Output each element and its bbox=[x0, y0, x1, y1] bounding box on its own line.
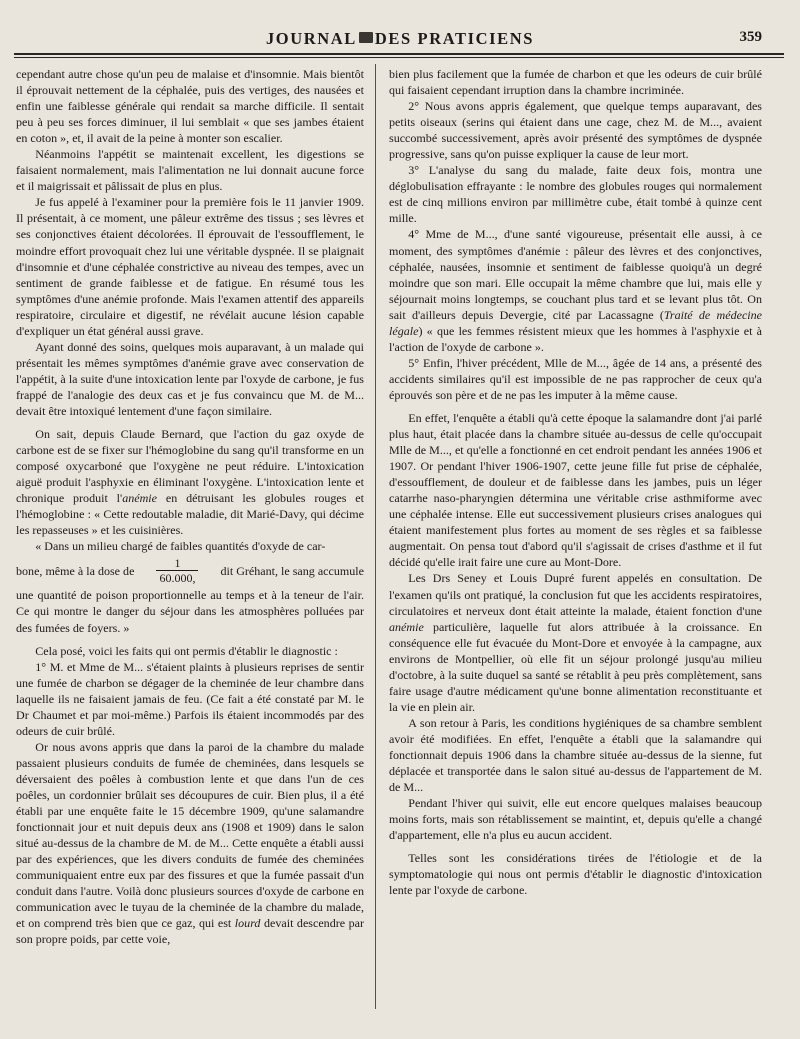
text-run: Les Drs Seney et Louis Dupré furent appelés en consultation. De l'examen qu'ils ont pratiqué, la conclusion fut que les accidents respiratoires, circulatoires et nerveux dont était atteinte la malade, étaient fonction d'une bbox=[389, 571, 762, 618]
italic-run: anémie bbox=[389, 619, 424, 634]
paragraph: Telles sont les considérations tirées de l'étiologie et de la symptomatologie qui nous ont permis d'établir le diagnostic d'intoxication lente par l'oxyde de carbone. bbox=[389, 851, 762, 898]
ornament-icon bbox=[359, 32, 373, 43]
left-column bbox=[16, 66, 364, 1019]
paragraph bbox=[16, 739, 364, 948]
text-run: particulière, laquelle fut alors attribuée à la croissance. En conséquence elle fut évacuée du Mont-Dore et envoyée à la campagne, aux environs de Montpellier, où elle fit un séjour prolongé jusqu'au milieu d'octobre, à la suite duquel sa santé se rétablit à peu près complètement, sans faire usage d'autre médicament qu'une bonne alimentation reconstituante et la vie en plein air. bbox=[389, 619, 762, 714]
paragraph: A son retour à Paris, les conditions hygiéniques de sa chambre semblent avoir été modifiées. En effet, l'enquête a établi que la salamandre qui fonctionnait depuis 1906 dans la chambre située au-dessus de la sienne, fut déplacée et transportée dans le salon situé au-dessus de l'appartement de M. de M... bbox=[389, 715, 762, 795]
formula-text-right: dit Gréhant, le sang accumule bbox=[220, 563, 364, 578]
paragraph: une quantité de poison proportionnelle au temps et à la teneur de l'air. Ce qui montre le danger du séjour dans les atmosphères polluées par des fumées de foyers. » bbox=[16, 588, 364, 635]
journal-title-right: DES PRATICIENS bbox=[374, 29, 535, 48]
paragraph: 2° Nous avons appris également, que quelque temps auparavant, des petits oiseaux (serins qui étaient dans une cage, chez M. de M..., avaient succombé successivement, après avoir présenté des symptômes de dyspnée progressive, sans qu'on puisse expliquer la cause de leur mort. bbox=[389, 99, 762, 162]
fraction-denominator: 60.000, bbox=[156, 570, 198, 585]
paragraph: Néanmoins l'appétit se maintenait excellent, les digestions se faisaient normalement, mais l'alimentation ne lui donnait aucune force et il maigrissait et pâlissait de plus en plus. bbox=[16, 147, 364, 194]
right-column bbox=[389, 66, 762, 1019]
paragraph: Pendant l'hiver qui suivit, elle eut encore quelques malaises beaucoup moins forts, mais son rétablissement se maintint, et, depuis qu'elle a changé d'appartement, elle n'a plus eu aucun accident. bbox=[389, 796, 762, 843]
italic-run: Traité de médecine légale bbox=[389, 307, 762, 338]
paragraph: 3° L'analyse du sang du malade, faite deux fois, montra une déglobulisation effrayante : le nombre des globules rouges qui normalement est de cinq millions environ par millimètre cube, était tombé à quinze cent mille. bbox=[389, 163, 762, 226]
paragraph: Cela posé, voici les faits qui ont permis d'établir le diagnostic : bbox=[35, 643, 338, 658]
paragraph: En effet, l'enquête a établi qu'à cette époque la salamandre dont j'ai parlé plus haut, était placée dans la chambre située au-dessus de celle qu'occupait Mlle de M..., et qu'elle a fonctionné en cet endroit pendant les années 1906 et 1907. Or pendant l'hiver 1906-1907, cette jeune fille fut prise de céphalée, d'essoufflement, de douleur et de faiblesse dans les jambes, puis un léger catarrhe naso-pharyngien détermina une véritable crise asthmiforme avec une céphalée intense. Elle eut successivement plusieurs crises analogues qui étaient manifestement plus fortes au moment de ses règles et sa faiblesse augmentait. On pensa tout d'abord qu'il s'agissait de crises d'asthme et il fut décidé qu'elle irait faire une cure au Mont-Dore. bbox=[389, 410, 762, 570]
paragraph: Ayant donné des soins, quelques mois auparavant, à un malade qui présentait les mêmes symptômes d'anémie grave avec conservation de l'appétit, à la suite d'une intoxication lente par l'oxyde de carbone, je fus frappé de l'analogie des deux cas et je fus convaincu que M. de M... devait être intoxiqué lentement d'une façon similaire. bbox=[16, 339, 364, 418]
text-run: en détruisant les globules rouges et l'hémoglobine : « Cette redoutable maladie, dit Marié-Davy, qui décime les repasseuses » et les cuisinières. bbox=[16, 491, 364, 538]
fraction bbox=[156, 556, 198, 585]
paragraph bbox=[16, 426, 364, 538]
text-run: devait descendre par son propre poids, par cette voie, bbox=[16, 916, 364, 947]
journal-title-left: JOURNAL bbox=[265, 29, 357, 48]
paragraph: cependant autre chose qu'un peu de malaise et d'insomnie. Mais bientôt il éprouvait nettement de la céphalée, puis des vertiges, des nausées et enfin une faiblesse générale qui rendait sa marche difficile. Il sentait peu à peu ses forces diminuer, il lui semblait « que ses jambes étaient en coton », et, il avait de la peine à monter son escalier. bbox=[16, 67, 364, 146]
italic-run: anémie bbox=[122, 491, 157, 506]
paragraph: « Dans un milieu chargé de faibles quantités d'oxyde de car- bbox=[35, 539, 326, 554]
paragraph bbox=[389, 570, 762, 714]
journal-title bbox=[0, 29, 800, 49]
text-run: ) « que les femmes résistent mieux que les hommes à l'asphyxie et à l'action de l'oxyde de carbone ». bbox=[389, 323, 762, 354]
text-run: On sait, depuis Claude Bernard, que l'action du gaz oxyde de carbone est de se fixer sur l'hémoglobine du sang qu'il transforme en un composé oxycarboné que l'oxygène ne peut réduire. L'intoxication aiguë produit l'asphyxie en éliminant l'oxygène. L'intoxication lente et chronique produit l' bbox=[16, 427, 364, 506]
text-run: 4° Mme de M..., d'une santé vigoureuse, présentait elle aussi, à ce moment, des symptômes d'anémie : pâleur des lèvres et des conjonctives, céphalée, nausées, insomnie et sentiment de faiblesse quoiqu'à un degré moindre que son mari. Elle occupait la même chambre que lui, mais elle y séjournait moins longtemps, se couchant plus tard et se levant plus tôt. On sait d'ailleurs depuis Devergie, cité par Lacassagne ( bbox=[389, 227, 762, 322]
header-rule bbox=[14, 53, 784, 55]
paragraph: 5° Enfin, l'hiver précédent, Mlle de M..., âgée de 14 ans, a présenté des accidents similaires qu'il est impossible de ne pas rapprocher de ceux qu'a éprouvés son père et de ne pas les imputer à la même cause. bbox=[389, 355, 762, 402]
paragraph: Je fus appelé à l'examiner pour la première fois le 11 janvier 1909. Il présentait, à ce moment, une pâleur extrême des tissus ; ses lèvres et ses conjonctives étaient décolorées. Il éprouvait de l'essoufflement, le moindre effort provoquait chez lui une véritable dyspnée. Il se plaignait d'insomnie et d'une céphalée constrictive au niveau des tempes, avec un sentiment de grande faiblesse et de fatigue. En résumé tous les symptômes d'une anémie profonde. Mais l'examen attentif des appareils respiratoire, circulaire et digestif, ne révélait aucune lésion capable d'expliquer un état général aussi grave. bbox=[16, 195, 364, 338]
formula-line bbox=[16, 556, 364, 585]
paragraph: 1° M. et Mme de M... s'étaient plaints à plusieurs reprises de sentir une fumée de charbon se dégager de la cheminée de leur chambre dans laquelle ils ne faisaient jamais de feu. (Ce fait a été constaté par M. le Dr Chaumet et par moi-même.) Parfois ils étaient incommodés par des odeurs de cuir brûlé. bbox=[16, 659, 364, 738]
text-run: Or nous avons appris que dans la paroi de la chambre du malade passaient plusieurs conduits de fumée de cheminées, dans lesquels se déversaient des poêles à combustion lente et que dans l'un de ces poêles, un cordonnier brûlait ses découpures de cuir. Bien plus, il a été établi par une enquête faite le 15 décembre 1909, qu'une salamandre fonctionnait jour et nuit depuis deux ans (1908 et 1909) dans le salon situé au-dessus de la chambre de M. de M... Cette enquête a établi aussi par des expériences, que les divers conduits de fumée des cheminées communiquaient entre eux par des fissures et que la fumée passait d'un conduit dans l'autre. Voilà donc plusieurs sources d'oxyde de carbone en communication avec le tuyau de la cheminée de la chambre du malade, et on comprend très bien que ce gaz, qui est bbox=[16, 739, 364, 931]
header-rule-thin bbox=[14, 57, 784, 58]
page-header bbox=[0, 26, 800, 56]
italic-run: lourd bbox=[234, 916, 261, 931]
formula-text-left: bone, même à la dose de bbox=[16, 563, 135, 578]
paragraph: bien plus facilement que la fumée de charbon et que les odeurs de cuir brûlé qui faisaient cependant irruption dans la chambre incriminée. bbox=[389, 67, 762, 98]
column-divider bbox=[375, 64, 376, 1009]
page-number: 359 bbox=[739, 29, 762, 45]
paragraph bbox=[389, 226, 762, 354]
fraction-numerator: 1 bbox=[174, 556, 181, 571]
